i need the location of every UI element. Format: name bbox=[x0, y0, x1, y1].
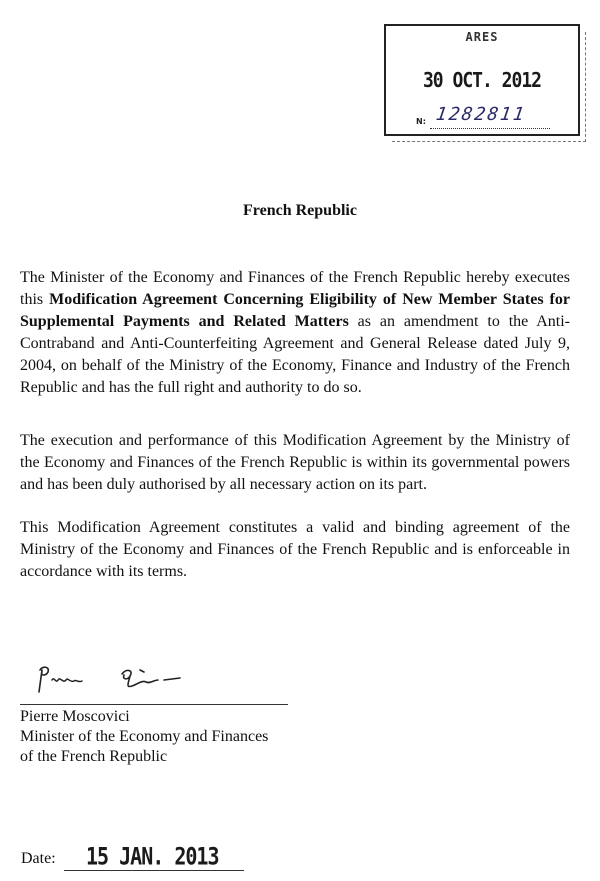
stamp-number-line bbox=[430, 128, 550, 129]
date-stamp-value: 15 JAN. 2013 bbox=[86, 841, 219, 871]
date-label: Date: bbox=[21, 850, 56, 867]
stamp-number-label: N: bbox=[416, 117, 426, 126]
signatory-name: Pierre Moscovici bbox=[20, 708, 130, 725]
stamp-date: 30 OCT. 2012 bbox=[422, 68, 542, 93]
signatory-title-line1: Minister of the Economy and Finances bbox=[20, 728, 269, 745]
stamp-title: ARES bbox=[465, 30, 499, 44]
document-heading: French Republic bbox=[243, 202, 357, 219]
signature-line bbox=[20, 704, 288, 705]
paragraph-execution-part1: The Minister of the Economy and Finances of the French Republic hereby executes this bbox=[20, 269, 570, 308]
agreement-title: Modification Agreement Concerning Eligibility of New Member States for Supplemental Payments and Related Matters bbox=[20, 291, 570, 330]
handwritten-signature bbox=[30, 658, 200, 698]
paragraph-execution-part2: as an amendment to the Anti-Contraband and Anti-Counterfeiting Agreement and General Release dated July 9, 2004, on behalf of the Ministry of the Economy, Finance and Industry of the French Republic and has the full right and authority to do so. bbox=[20, 313, 571, 396]
ares-stamp bbox=[384, 24, 580, 136]
paragraph-execution bbox=[20, 267, 570, 399]
stamp-number: 1282811 bbox=[434, 104, 528, 125]
paragraph-validity: This Modification Agreement constitutes a valid and binding agreement of the Ministry of the Economy and Finances of the French Republic and is enforceable in accordance with its terms. bbox=[20, 519, 570, 580]
signatory-title-line2: of the French Republic bbox=[20, 748, 168, 765]
paragraph-authority: The execution and performance of this Modification Agreement by the Ministry of the Economy and Finances of the French Republic is within its governmental powers and has been duly authorised by all necessary action on its part. bbox=[20, 432, 570, 493]
